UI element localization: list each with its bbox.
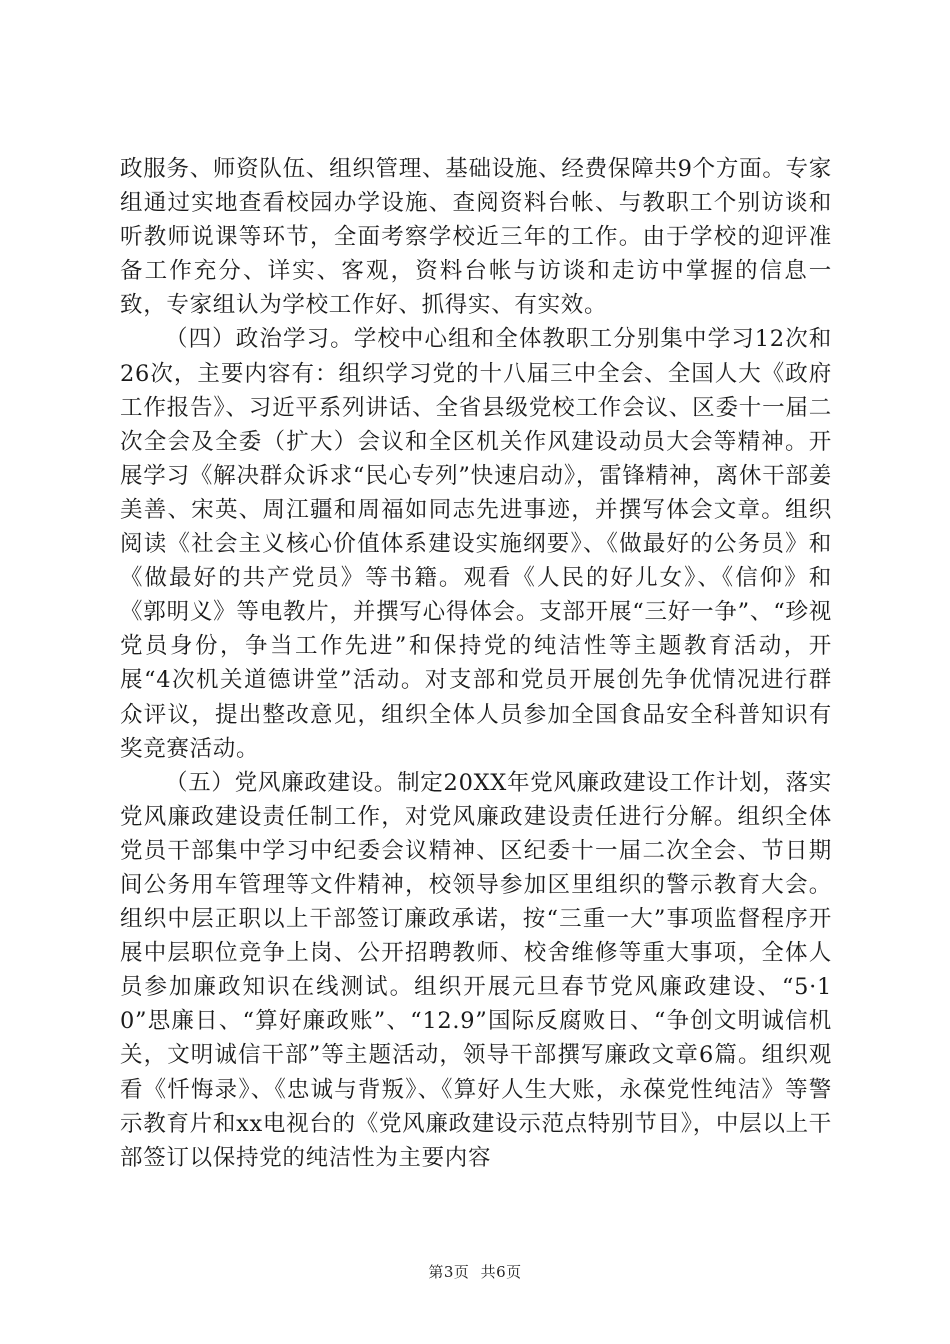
paragraph-continuation: 政服务、师资队伍、组织管理、基础设施、经费保障共9个方面。专家组通过实地查看校园办学设施、查阅资料台帐、与教职工个别访谈和听教师说课等环节，全面考察学校近三年的工作。由于学校的迎评准备工作充分、详实、客观，资料台帐与访谈和走访中掌握的信息一致，专家组认为学校工作好、抓得实、有实效。	[120, 156, 832, 319]
paragraph-political-study: （四）政治学习。学校中心组和全体教职工分别集中学习12次和26次，主要内容有：组织学习党的十八届三中全会、全国人大《政府工作报告》、习近平系列讲话、全省县级党校工作会议、区委十一届二次全会及全委（扩大）会议和全区机关作风建设动员大会等精神。开展学习《解决群众诉求“民心专列”快速启动》，雷锋精神，离休干部姜美善、宋英、周江疆和周福如同志先进事迹，并撰写体会文章。组织阅读《社会主义核心价值体系建设实施纲要》、《做最好的公务员》和《做最好的共产党员》等书籍。观看《人民的好儿女》、《信仰》和《郭明义》等电教片，并撰写心得体会。支部开展“三好一争”、“珍视党员身份，争当工作先进”和保持党的纯洁性等主题教育活动，开展“4次机关道德讲堂”活动。对支部和党员开展创先争优情况进行群众评议，提出整改意见，组织全体人员参加全国食品安全科普知识有奖竞赛活动。	[120, 326, 832, 762]
page-total: 共6页	[480, 1263, 522, 1281]
page-footer	[0, 1262, 950, 1282]
body-text	[120, 152, 832, 1175]
paragraph-party-integrity: （五）党风廉政建设。制定20XX年党风廉政建设工作计划，落实党风廉政建设责任制工作，对党风廉政建设责任进行分解。组织全体党员干部集中学习中纪委会议精神、区纪委十一届二次全会、节日期间公务用车管理等文件精神，校领导参加区里组织的警示教育大会。组织中层正职以上干部签订廉政承诺，按“三重一大”事项监督程序开展中层职位竞争上岗、公开招聘教师、校舍维修等重大事项，全体人员参加廉政知识在线测试。组织开展元旦春节党风廉政建设、“5·10”思廉日、“算好廉政账”、“12.9”国际反腐败日、“争创文明诚信机关，文明诚信干部”等主题活动，领导干部撰写廉政文章6篇。组织观看《忏悔录》、《忠诚与背叛》、《算好人生大账，永葆党性纯洁》等警示教育片和xx电视台的《党风廉政建设示范点特别节目》，中层以上干部签订以保持党的纯洁性为主要内容	[120, 769, 832, 1171]
page-number: 第3页	[428, 1263, 470, 1281]
